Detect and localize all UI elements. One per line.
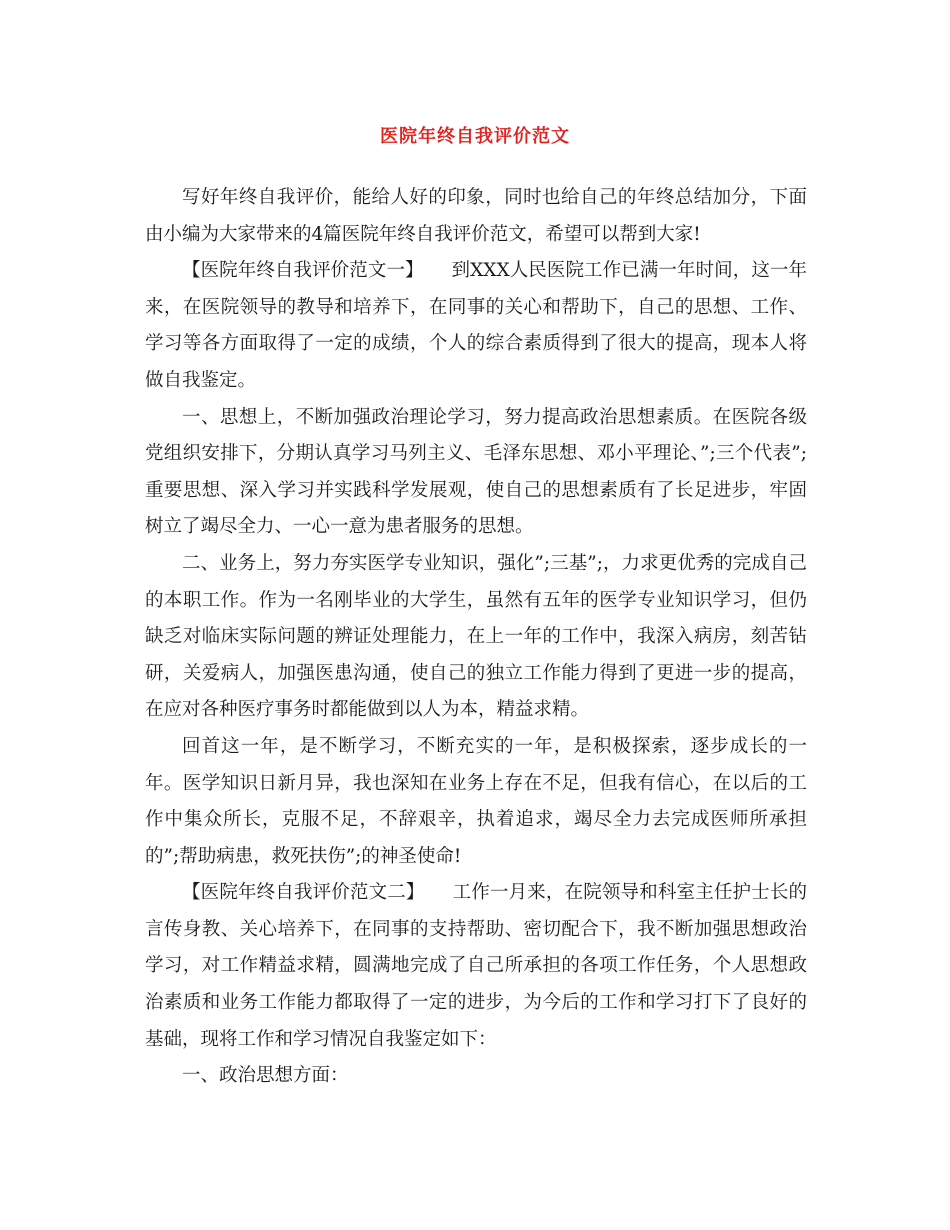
paragraph-political-heading: 一、政治思想方面： [182, 1065, 349, 1087]
paragraph-sample-one-intro: 【医院年终自我评价范文一】 到XXX人民医院工作已满一年时间，这一年来，在医院领导的教导和培养下，在同事的关心和帮助下，自己的思想、工作、学习等各方面取得了一定的成绩，个人的综合素质得到了很大的提高，现本人将做自我鉴定。 [145, 260, 807, 391]
document-title: 医院年终自我评价范文 [380, 126, 570, 147]
document-body [145, 180, 807, 1095]
paragraph-sample-two-intro: 【医院年终自我评价范文二】 工作一月来，在院领导和科室主任护士长的言传身教、关心培养下，在同事的支持帮助、密切配合下，我不断加强思想政治学习，对工作精益求精，圆满地完成了自己所承担的各项工作任务，个人思想政治素质和业务工作能力都取得了一定的进步，为今后的工作和学习打下了良好的基础，现将工作和学习情况自我鉴定如下： [145, 882, 807, 1050]
paragraph-profession: 二、业务上，努力夯实医学专业知识，强化”;三基”;，力求更优秀的完成自己的本职工作。作为一名刚毕业的大学生，虽然有五年的医学专业知识学习，但仍缺乏对临床实际问题的辨证处理能力，在上一年的工作中，我深入病房，刻苦钻研，关爱病人，加强医患沟通，使自己的独立工作能力得到了更进一步的提高，在应对各种医疗事务时都能做到以人为本，精益求精。 [145, 552, 807, 721]
paragraph-intro: 写好年终自我评价，能给人好的印象，同时也给自己的年终总结加分，下面由小编为大家带来的4篇医院年终自我评价范文，希望可以帮到大家! [145, 187, 807, 245]
paragraph-review: 回首这一年，是不断学习，不断充实的一年，是积极探索，逐步成长的一年。医学知识日新月异，我也深知在业务上存在不足，但我有信心，在以后的工作中集众所长，克服不足，不辞艰辛，执着追求，竭尽全力去完成医师所承担的”;帮助病患，救死扶伤”;的神圣使命! [145, 735, 807, 867]
paragraph-ideology: 一、思想上，不断加强政治理论学习，努力提高政治思想素质。在医院各级党组织安排下，分期认真学习马列主义、毛泽东思想、邓小平理论、”;三个代表”;重要思想、深入学习并实践科学发展观，使自己的思想素质有了长足进步，牢固树立了竭尽全力、一心一意为患者服务的思想。 [145, 406, 807, 538]
